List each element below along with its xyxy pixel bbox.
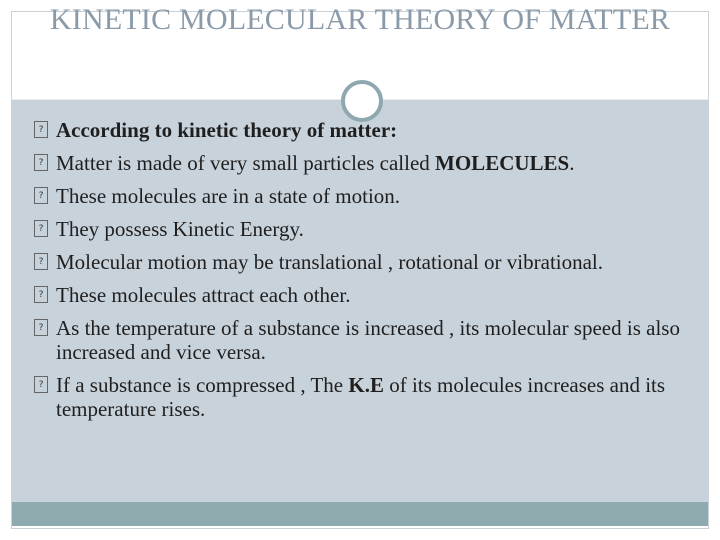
bullet-marker-icon — [34, 286, 48, 303]
bullet-marker-icon — [34, 121, 48, 138]
bullet-text: Matter is made of very small particles called — [56, 151, 436, 175]
circle-ornament-icon — [341, 80, 383, 122]
bullet-text: These molecules attract each other. — [56, 283, 351, 307]
bullet-item — [34, 118, 684, 142]
bullet-item — [34, 184, 684, 208]
bullet-item — [34, 373, 684, 421]
bullet-text: As the temperature of a substance is increased , its molecular speed is also increased and vice versa. — [56, 316, 680, 364]
bullet-marker-glyph: ? — [38, 322, 44, 333]
bullet-marker-glyph: ? — [38, 157, 44, 168]
bullet-marker-glyph: ? — [38, 223, 44, 234]
bullet-item — [34, 217, 684, 241]
bullet-text: They possess Kinetic Energy. — [56, 217, 304, 241]
bullet-item — [34, 283, 684, 307]
bullet-marker-icon — [34, 319, 48, 336]
slide-title: KINETIC MOLECULAR THEORY OF MATTER — [49, 3, 671, 36]
bullet-bold-text: MOLECULES — [435, 151, 570, 175]
bullet-text: These molecules are in a state of motion. — [56, 184, 401, 208]
bullet-marker-icon — [34, 376, 48, 393]
bullet-marker-glyph: ? — [38, 256, 44, 267]
bullet-marker-glyph: ? — [38, 379, 44, 390]
bullet-marker-icon — [34, 220, 48, 237]
bullet-marker-glyph: ? — [38, 124, 44, 135]
bullet-item — [34, 151, 684, 175]
bullet-text: If a substance is compressed , The — [56, 373, 349, 397]
bullet-item — [34, 250, 684, 274]
bullet-bold-text: K.E — [348, 373, 384, 397]
bullet-text: Molecular motion may be translational , rotational or vibrational. — [56, 250, 604, 274]
bullet-marker-icon — [34, 154, 48, 171]
bullet-list — [34, 118, 684, 421]
bullet-marker-icon — [34, 253, 48, 270]
bullet-marker-glyph: ? — [38, 289, 44, 300]
bullet-marker-glyph: ? — [38, 190, 44, 201]
bullet-bold-text: According to kinetic theory of matter: — [56, 118, 398, 142]
bullet-text: of its molecules increases and its temperature rises. — [56, 373, 666, 421]
bullet-item — [34, 316, 684, 364]
bullet-text: . — [569, 151, 575, 175]
bullet-marker-icon — [34, 187, 48, 204]
footer-bar — [12, 502, 708, 526]
